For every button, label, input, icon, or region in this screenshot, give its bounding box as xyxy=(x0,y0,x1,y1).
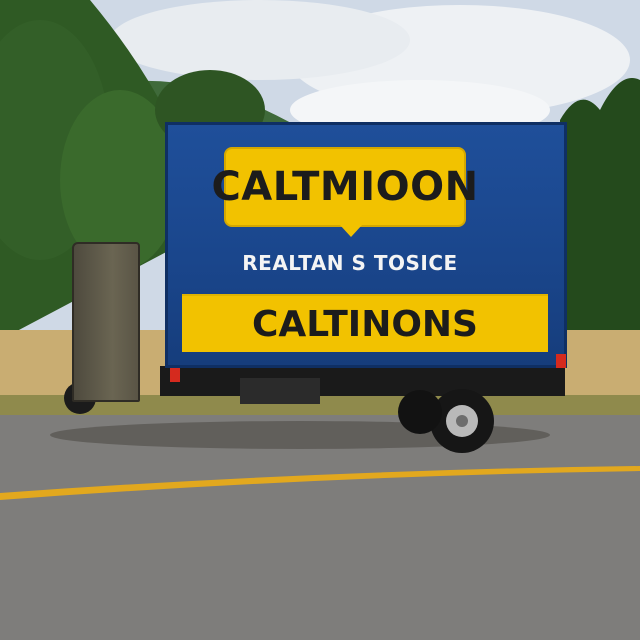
truck-bumper xyxy=(240,378,320,404)
truck-cab xyxy=(72,242,140,402)
yellow-band xyxy=(182,294,548,352)
truck-chassis xyxy=(160,366,565,396)
band-text: CALTINONS xyxy=(251,303,478,345)
right-tail-light xyxy=(556,354,566,368)
left-tail-light xyxy=(170,368,180,382)
logo-text: CALTMIOON xyxy=(211,164,479,210)
rear-wheel-center xyxy=(456,415,468,427)
inner-wheel xyxy=(398,390,442,434)
tree-line-right xyxy=(560,78,640,340)
cloud xyxy=(110,0,410,80)
subline-text: REALTAN S TOSICE xyxy=(242,251,458,275)
logo-sign xyxy=(211,147,479,227)
